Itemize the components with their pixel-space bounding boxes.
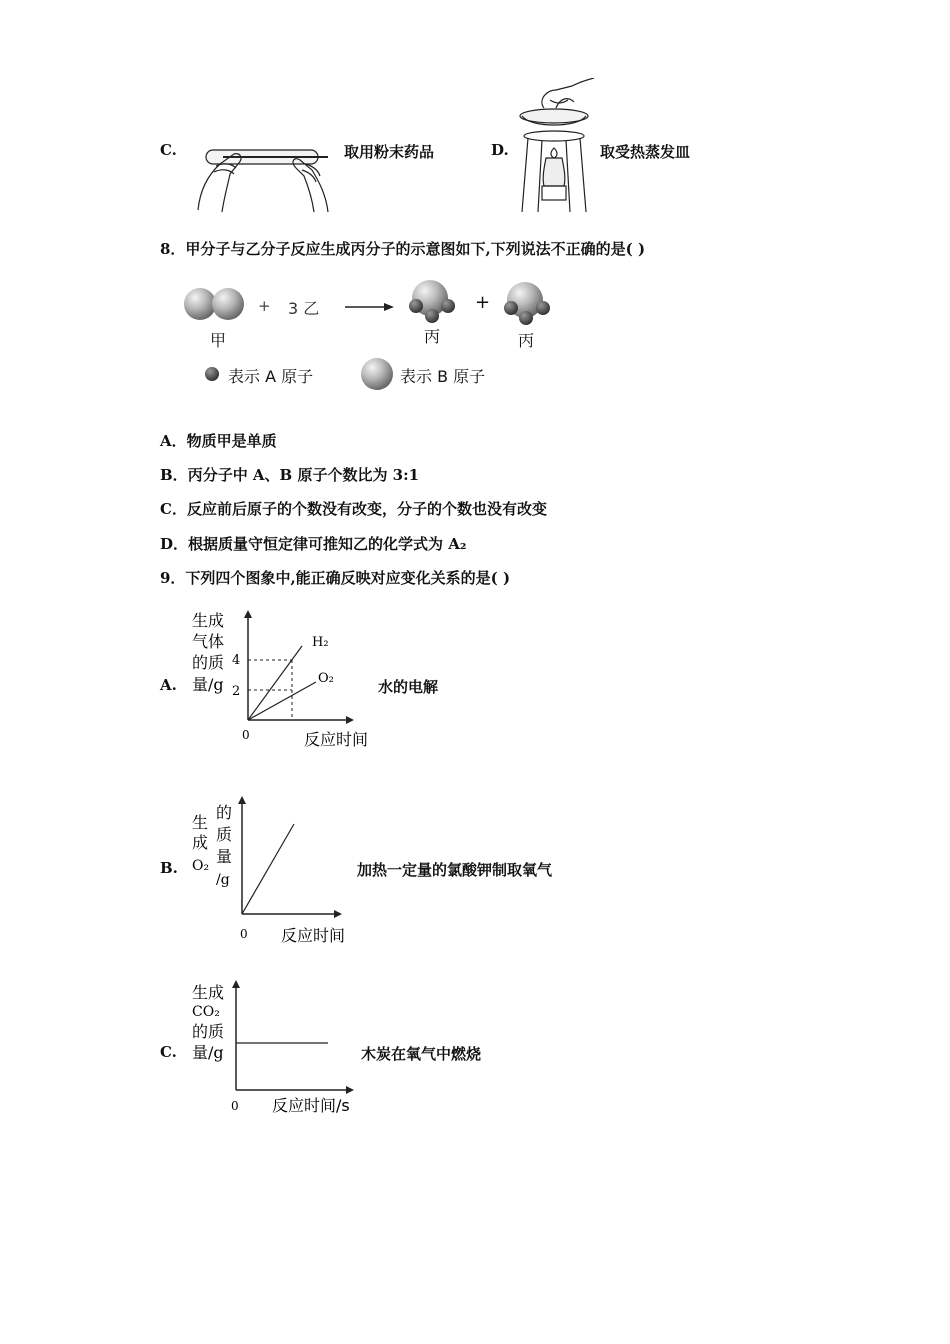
reaction-diagram xyxy=(180,278,580,398)
legend-b-text: 表示 B 原子 xyxy=(400,367,486,386)
chart-b-origin: 0 xyxy=(240,927,248,941)
chart-water-electrolysis xyxy=(186,606,386,756)
q9-stem: 9．下列四个图象中,能正确反映对应变化关系的是( ) xyxy=(160,569,511,587)
plus-sign-2: + xyxy=(475,292,491,313)
chart-b-ylabel-l2: 成 xyxy=(192,833,209,852)
q9-option-a-letter: A. xyxy=(160,676,177,694)
q8-option-c: C．反应前后原子的个数没有改变，分子的个数也没有改变 xyxy=(160,500,547,518)
chart-b-ylabel-r3: 量 xyxy=(216,847,233,866)
chart-a-ylabel-3: 的质 xyxy=(192,653,225,672)
chart-a-ytick-2: 2 xyxy=(232,684,241,699)
chart-a-xlabel: 反应时间 xyxy=(304,730,369,749)
label-jia: 甲 xyxy=(210,331,227,350)
q7-option-d-letter: D. xyxy=(491,141,509,159)
chart-c-ylabel-2: CO₂ xyxy=(192,1004,220,1020)
chart-a-series-h2 xyxy=(248,646,302,720)
chart-a-ylabel-4: 量/g xyxy=(192,675,224,694)
reaction-arrow xyxy=(345,303,394,311)
chart-a-ytick-4: 4 xyxy=(232,653,241,668)
chart-a-origin: 0 xyxy=(242,728,250,742)
legend-a-text: 表示 A 原子 xyxy=(228,367,314,386)
q8-stem: 8．甲分子与乙分子反应生成丙分子的示意图如下,下列说法不正确的是( ) xyxy=(160,240,646,258)
molecule-bing-1 xyxy=(409,280,455,323)
chart-c-xlabel: 反应时间/s xyxy=(272,1096,350,1115)
chart-c-ylabel-4: 量/g xyxy=(192,1043,224,1062)
q9-option-b-desc: 加热一定量的氯酸钾制取氧气 xyxy=(357,861,553,879)
chart-kclo3-heating xyxy=(186,790,366,948)
chart-c-ylabel-1: 生成 xyxy=(192,983,225,1002)
q8-option-a: A．物质甲是单质 xyxy=(160,432,277,450)
q7-option-c-letter: C. xyxy=(160,141,177,159)
q8-option-b: B．丙分子中 A、B 原子个数比为 3:1 xyxy=(160,466,420,484)
chart-b-xlabel: 反应时间 xyxy=(281,926,346,945)
q8-option-d: D．根据质量守恒定律可推知乙的化学式为 A₂ xyxy=(160,535,467,553)
label-bing-1: 丙 xyxy=(424,327,441,346)
chart-c-ylabel-3: 的质 xyxy=(192,1022,225,1041)
molecule-bing-2 xyxy=(504,282,550,325)
chart-c-origin: 0 xyxy=(231,1099,239,1113)
label-bing-2: 丙 xyxy=(518,331,535,350)
chart-a-label-o2: O₂ xyxy=(318,671,334,686)
powder-taking-illustration xyxy=(188,140,338,214)
chart-b-ylabel-l1: 生 xyxy=(192,813,209,832)
chart-b-ylabel-r1: 的 xyxy=(216,803,233,822)
chart-a-label-h2: H₂ xyxy=(312,635,329,650)
chart-b-ylabel-r2: 质 xyxy=(216,825,233,844)
molecule-jia xyxy=(184,288,244,320)
q9-option-b-letter: B. xyxy=(160,859,178,877)
chart-b-ylabel-r4: /g xyxy=(216,872,230,888)
chart-a-ylabel-2: 气体 xyxy=(192,632,225,651)
q9-option-a-desc: 水的电解 xyxy=(378,678,439,696)
chart-b-ylabel-l3: O₂ xyxy=(192,858,210,874)
legend-b-atom xyxy=(361,358,393,390)
q9-option-c-letter: C. xyxy=(160,1043,177,1061)
evaporating-dish-illustration xyxy=(516,78,596,216)
chart-a-ylabel-1: 生成 xyxy=(192,611,225,630)
legend-a-atom xyxy=(205,367,219,381)
q9-option-c-desc: 木炭在氧气中燃烧 xyxy=(361,1045,482,1063)
chart-b-series-o2 xyxy=(242,824,294,914)
plus-sign-1: + xyxy=(258,297,271,315)
reactant-yi: 3 乙 xyxy=(288,299,320,318)
q7-option-d-caption: 取受热蒸发皿 xyxy=(600,143,691,161)
q7-option-c-caption: 取用粉末药品 xyxy=(344,143,435,161)
chart-charcoal-combustion xyxy=(186,976,366,1120)
chart-a-series-o2 xyxy=(248,682,316,720)
